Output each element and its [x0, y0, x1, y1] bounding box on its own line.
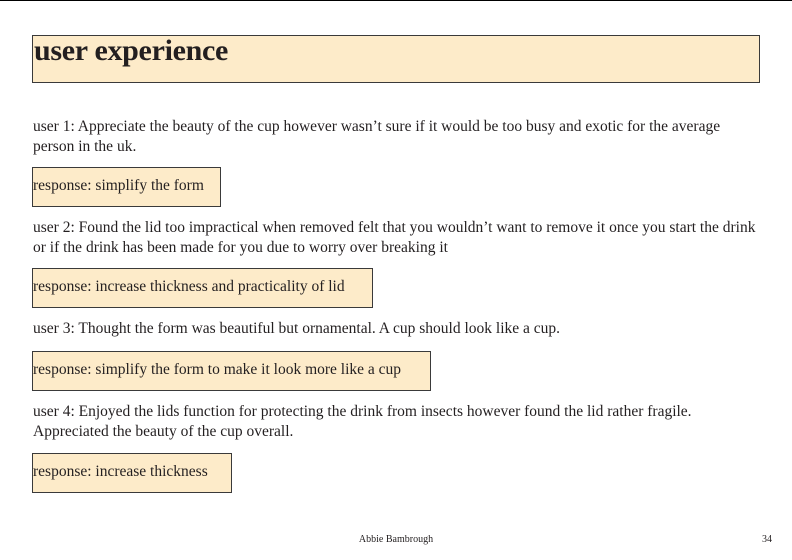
- user-4-feedback: user 4: Enjoyed the lids function for protecting the drink from insects however found the lid rather fragile. Appreciated the beauty of the cup overall.: [33, 403, 692, 440]
- user-1-feedback: user 1: Appreciate the beauty of the cup however wasn’t sure if it would be too busy and exotic for the average person in the uk.: [33, 118, 721, 155]
- response-4-text: response: increase thickness: [33, 463, 208, 480]
- response-1-text: response: simplify the form: [33, 177, 204, 194]
- response-box-2: [32, 268, 373, 308]
- page-number: 34: [762, 534, 772, 545]
- user-3-feedback: user 3: Thought the form was beautiful but ornamental. A cup should look like a cup.: [33, 320, 561, 337]
- response-box-1: [32, 167, 221, 207]
- page-title: user experience: [34, 34, 229, 67]
- response-3-text: response: simplify the form to make it look more like a cup: [33, 361, 402, 378]
- title-box: [32, 35, 760, 83]
- top-rule: [0, 0, 792, 1]
- user-2-feedback: user 2: Found the lid too impractical when removed felt that you wouldn’t want to remove it once you start the drink or if the drink has been made for you due to worry over breaking it: [33, 219, 756, 256]
- response-box-4: [32, 453, 232, 493]
- footer-author: Abbie Bambrough: [358, 534, 434, 545]
- response-box-3: [32, 351, 431, 391]
- response-2-text: response: increase thickness and practicality of lid: [33, 278, 345, 295]
